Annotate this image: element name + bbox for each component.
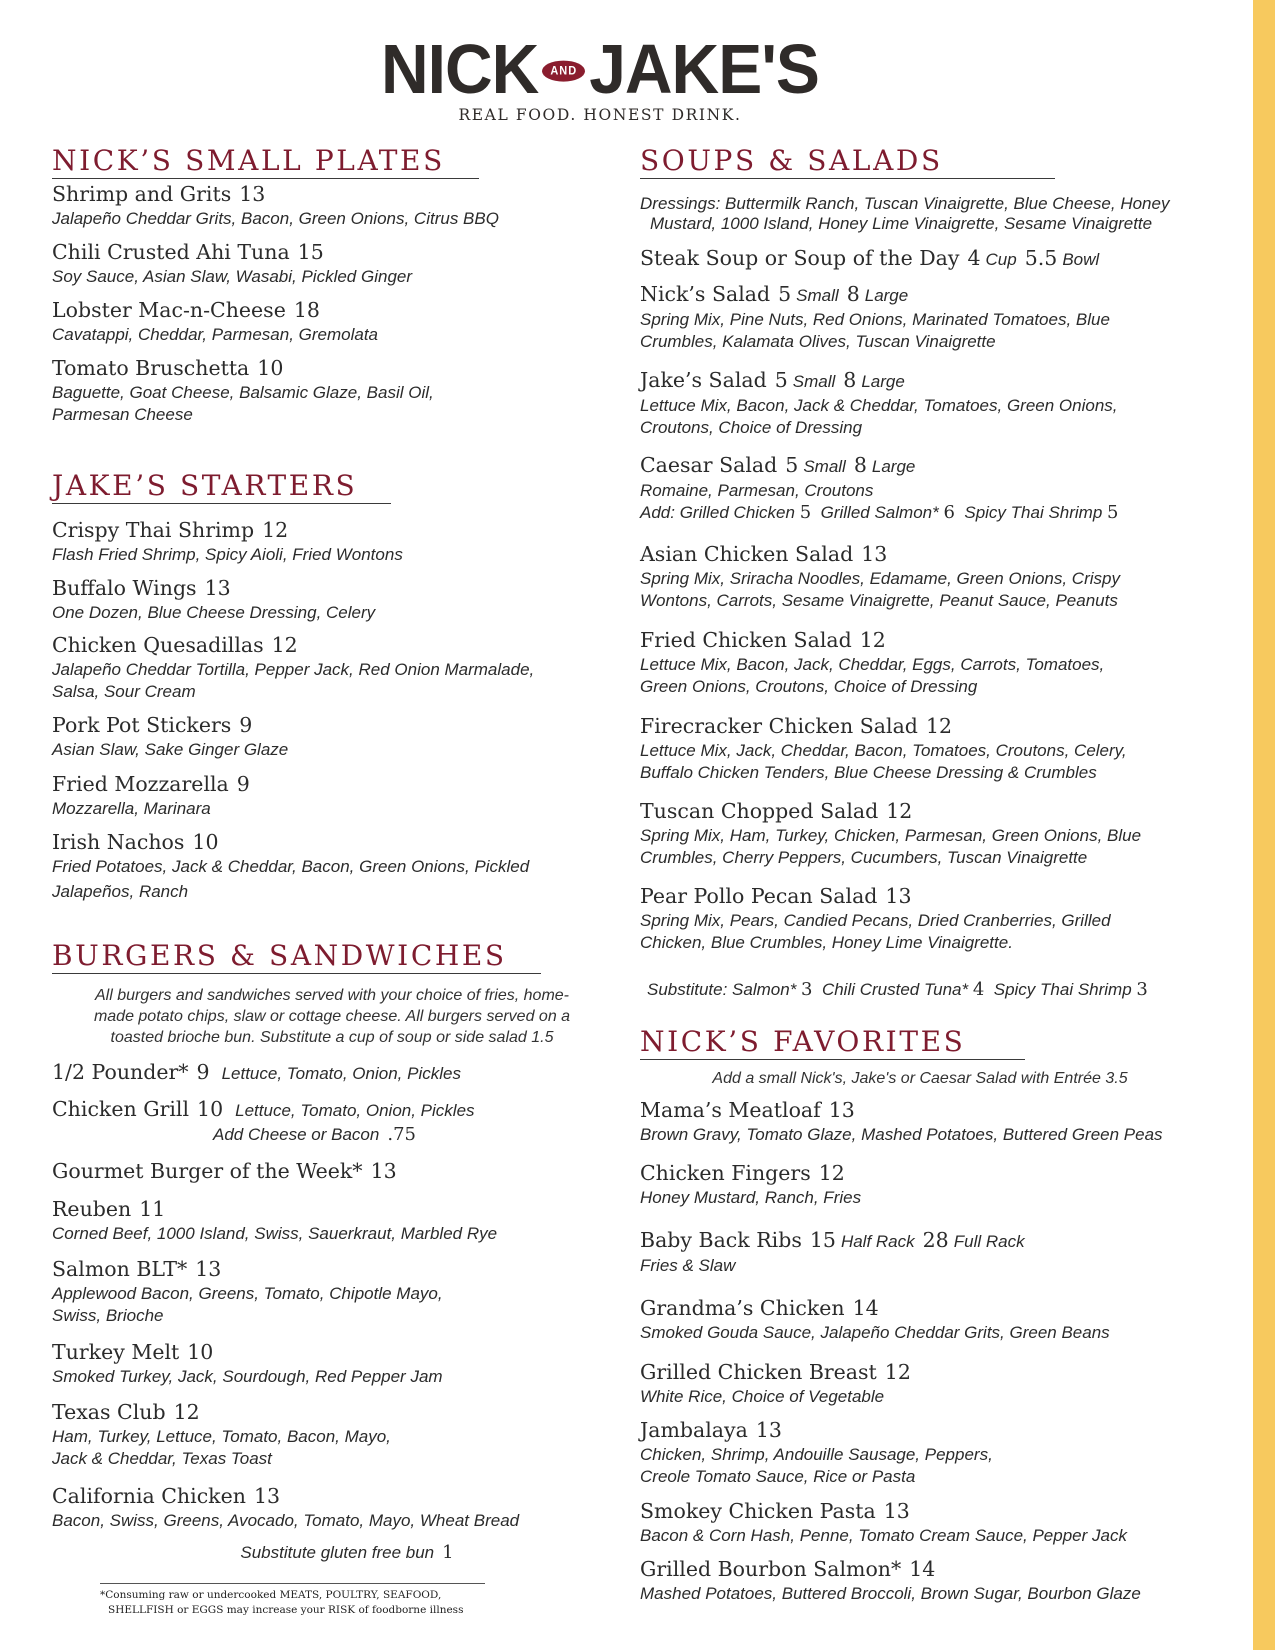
- section-title: JAKE’S STARTERS: [52, 469, 391, 504]
- menu-item: Shrimp and Grits 13 Jalapeño Cheddar Grits, Bacon, Green Onions, Citrus BBQ: [52, 182, 499, 228]
- section-title: BURGERS & SANDWICHES: [52, 939, 541, 974]
- menu-item: Buffalo Wings 13 One Dozen, Blue Cheese Dressing, Celery: [52, 576, 376, 622]
- logo: [0, 30, 1200, 124]
- section-burgers: [52, 939, 612, 974]
- section-title: NICK’S FAVORITES: [640, 1025, 1025, 1060]
- section-starters: [52, 469, 612, 504]
- favorites-note: Add a small Nick's, Jake's or Caesar Salad with Entrée 3.5: [712, 1070, 1128, 1087]
- menu-item: Gourmet Burger of the Week* 13: [52, 1159, 397, 1183]
- menu-item: Turkey Melt 10 Smoked Turkey, Jack, Sourdough, Red Pepper Jam: [52, 1340, 443, 1386]
- menu-item: Lobster Mac-n-Cheese 18 Cavatappi, Cheddar, Parmesan, Gremolata: [52, 298, 379, 344]
- allergy-footnote: *Consuming raw or undercooked MEATS, POULTRY, SEAFOOD, SHELLFISH or EGGS may increase your RISK of foodborne illness: [100, 1583, 485, 1618]
- menu-item: Irish Nachos 10 Fried Potatoes, Jack & Cheddar, Bacon, Green Onions, Pickled Jalapeños, Ranch: [52, 830, 530, 901]
- section-title: NICK’S SMALL PLATES: [52, 144, 479, 179]
- logo-wordmark: NICK AND JAKE'S: [381, 30, 819, 108]
- menu-item: Salmon BLT* 13 Applewood Bacon, Greens, Tomato, Chipotle Mayo, Swiss, Brioche: [52, 1257, 443, 1325]
- dressings-note: Dressings: Buttermilk Ranch, Tuscan Vinaigrette, Blue Cheese, Honey Mustard, 1000 Island, Honey Lime Vinaigrette, Sesame Vinaigrette: [640, 194, 1170, 233]
- substitute-note: Substitute: Salmon* 3 Chili Crusted Tuna* 4 Spicy Thai Shrimp 3: [647, 979, 1148, 1000]
- gluten-free-note: Substitute gluten free bun 1: [240, 1542, 454, 1563]
- menu-item: Pear Pollo Pecan Salad 13 Spring Mix, Pears, Candied Pecans, Dried Cranberries, Grilled Chicken, Blue Crumbles, Honey Lime Vinaigrette.: [640, 884, 1111, 952]
- menu-item: Caesar Salad 5 Small 8 Large Romaine, Parmesan, Croutons Add: Grilled Chicken 5 Grilled Salmon* 6 Spicy Thai Shrimp 5: [640, 453, 1119, 523]
- menu-item: Grilled Chicken Breast 12 White Rice, Choice of Vegetable: [640, 1360, 911, 1406]
- menu-item: Fried Chicken Salad 12 Lettuce Mix, Bacon, Jack, Cheddar, Eggs, Carrots, Tomatoes, Green Onions, Croutons, Choice of Dressing: [640, 628, 1105, 696]
- menu-item: Mama’s Meatloaf 13 Brown Gravy, Tomato Glaze, Mashed Potatoes, Buttered Green Peas: [640, 1098, 1163, 1144]
- menu-item: Chicken Grill 10 Lettuce, Tomato, Onion, Pickles Add Cheese or Bacon .75: [52, 1097, 475, 1145]
- section-title: SOUPS & SALADS: [640, 144, 1055, 179]
- menu-item: Asian Chicken Salad 13 Spring Mix, Sriracha Noodles, Edamame, Green Onions, Crispy Wontons, Carrots, Sesame Vinaigrette, Peanut Sauce, Peanuts: [640, 542, 1120, 610]
- menu-item: Texas Club 12 Ham, Turkey, Lettuce, Tomato, Bacon, Mayo, Jack & Cheddar, Texas Toast: [52, 1400, 391, 1468]
- menu-item-soup: Steak Soup or Soup of the Day 4 Cup 5.5 Bowl: [640, 246, 1100, 270]
- menu-item: Fried Mozzarella 9 Mozzarella, Marinara: [52, 772, 250, 818]
- section-small-plates: [52, 144, 612, 179]
- tagline: REAL FOOD. HONEST DRINK.: [458, 106, 742, 124]
- menu-item: Crispy Thai Shrimp 12 Flash Fried Shrimp, Spicy Aioli, Fried Wontons: [52, 518, 403, 564]
- menu-item: Chili Crusted Ahi Tuna 15 Soy Sauce, Asian Slaw, Wasabi, Pickled Ginger: [52, 240, 413, 286]
- menu-item: Smokey Chicken Pasta 13 Bacon & Corn Hash, Penne, Tomato Cream Sauce, Pepper Jack: [640, 1499, 1127, 1545]
- menu-item: Nick’s Salad 5 Small 8 Large Spring Mix, Pine Nuts, Red Onions, Marinated Tomatoes, Blue Crumbles, Kalamata Olives, Tuscan Vinaigrette: [640, 282, 1110, 351]
- menu-item: Tuscan Chopped Salad 12 Spring Mix, Ham, Turkey, Chicken, Parmesan, Green Onions, Blue Crumbles, Cherry Peppers, Cucumbers, Tuscan Vinaigrette: [640, 799, 1142, 867]
- menu-item: Pork Pot Stickers 9 Asian Slaw, Sake Ginger Glaze: [52, 713, 289, 759]
- menu-item: 1/2 Pounder* 9 Lettuce, Tomato, Onion, Pickles: [52, 1060, 461, 1084]
- burgers-note: All burgers and sandwiches served with your choice of fries, home- made potato chips, slaw or cottage cheese. All burgers served on a toasted brioche bun. Substitute a cup of soup or side salad 1.5: [93, 987, 571, 1046]
- menu-item: Baby Back Ribs 15 Half Rack 28 Full Rack Fries & Slaw: [640, 1228, 1025, 1275]
- menu-item: Jake’s Salad 5 Small 8 Large Lettuce Mix, Bacon, Jack & Cheddar, Tomatoes, Green Onions, Croutons, Choice of Dressing: [640, 368, 1118, 437]
- section-favorites: [640, 1025, 1240, 1060]
- logo-and-badge: AND: [542, 61, 585, 82]
- menu-item: Grandma’s Chicken 14 Smoked Gouda Sauce, Jalapeño Cheddar Grits, Green Beans: [640, 1296, 1110, 1342]
- menu-item: Firecracker Chicken Salad 12 Lettuce Mix, Jack, Cheddar, Bacon, Tomatoes, Croutons, Celery, Buffalo Chicken Tenders, Blue Cheese Dressing & Crumbles: [640, 714, 1127, 782]
- yellow-side-stripe: [1253, 0, 1275, 1650]
- section-soups-salads: [640, 144, 1240, 179]
- menu-item: Chicken Quesadillas 12 Jalapeño Cheddar Tortilla, Pepper Jack, Red Onion Marmalade, Salsa, Sour Cream: [52, 633, 535, 701]
- menu-item: Grilled Bourbon Salmon* 14 Mashed Potatoes, Buttered Broccoli, Brown Sugar, Bourbon Glaze: [640, 1557, 1141, 1603]
- menu-item: Reuben 11 Corned Beef, 1000 Island, Swiss, Sauerkraut, Marbled Rye: [52, 1197, 498, 1243]
- menu-item: California Chicken 13 Bacon, Swiss, Greens, Avocado, Tomato, Mayo, Wheat Bread: [52, 1484, 520, 1530]
- menu-item: Tomato Bruschetta 10 Baguette, Goat Cheese, Balsamic Glaze, Basil Oil, Parmesan Cheese: [52, 356, 434, 424]
- menu-item: Jambalaya 13 Chicken, Shrimp, Andouille Sausage, Peppers, Creole Tomato Sauce, Rice or Pasta: [640, 1418, 993, 1486]
- menu-item: Chicken Fingers 12 Honey Mustard, Ranch, Fries: [640, 1161, 862, 1207]
